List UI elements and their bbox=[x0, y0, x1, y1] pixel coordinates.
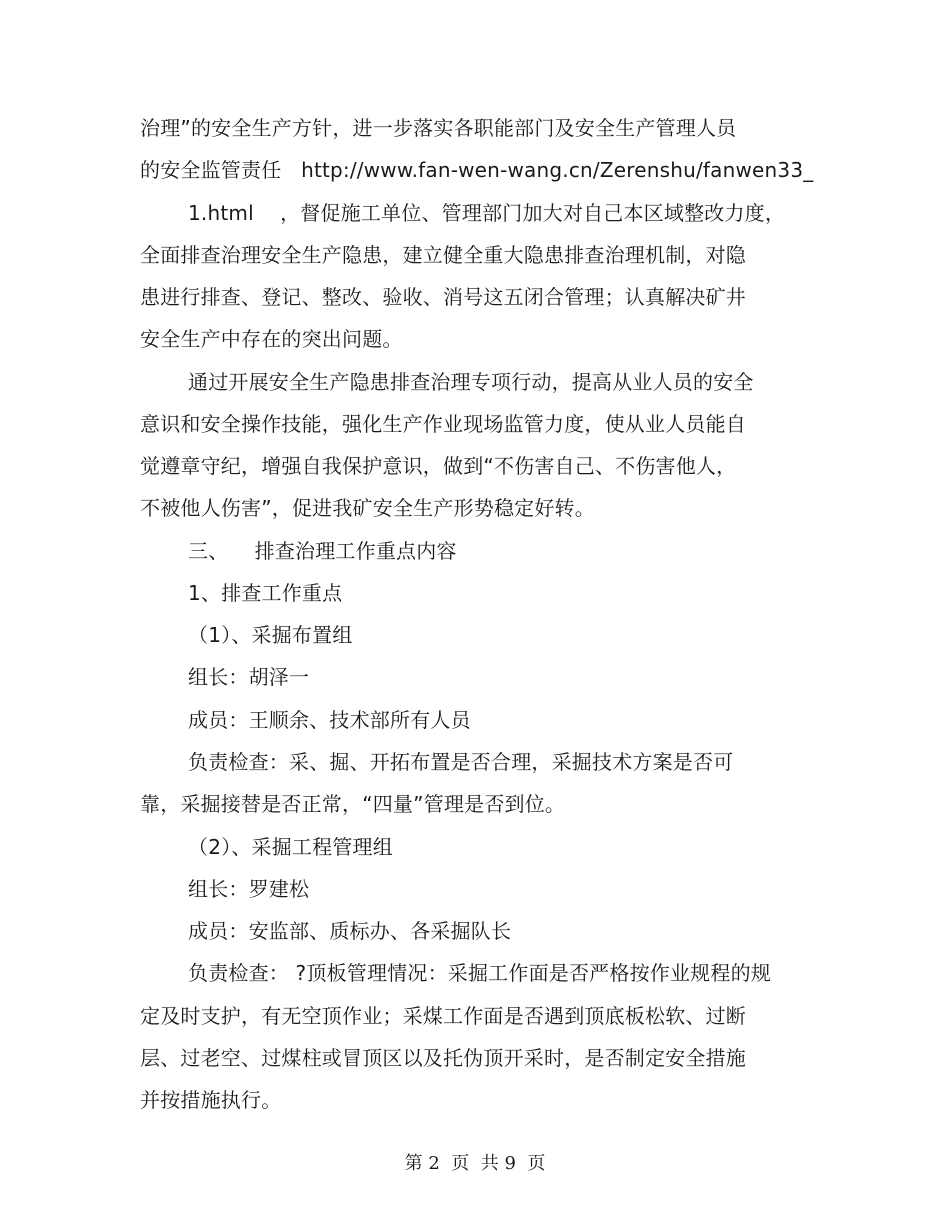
paragraph-line: 层、过老空、过煤柱或冒顶区以及托伪顶开采时，是否制定安全措施 bbox=[140, 1046, 746, 1070]
paragraph-line: 负责检查：采、掘、开拓布置是否合理，采掘技术方案是否可 bbox=[188, 750, 734, 774]
paragraph-line: 患进行排查、登记、整改、验收、消号这五闭合管理；认真解决矿井 bbox=[140, 285, 746, 309]
paragraph-line: 的安全监管责任 http://www.fan-wen-wang.cn/Zerenshu/fanwen33_ bbox=[140, 158, 814, 182]
group-heading: （1）、采掘布置组 bbox=[188, 623, 353, 647]
paragraph-line: 并按措施执行。 bbox=[140, 1088, 282, 1112]
paragraph-line: 安全生产中存在的突出问题。 bbox=[140, 327, 403, 351]
paragraph-line: 觉遵章守纪，增强自我保护意识，做到“不伤害自己、不伤害他人， bbox=[140, 454, 737, 478]
paragraph-line: 意识和安全操作技能，强化生产作业现场监管力度，使从业人员能自 bbox=[140, 412, 746, 436]
paragraph-line: 定及时支护，有无空顶作业；采煤工作面是否遇到顶底板松软、过断 bbox=[140, 1004, 746, 1028]
paragraph-line: 组长：胡泽一 bbox=[188, 665, 310, 689]
page-number-footer: 第 2 页 共 9 页 bbox=[404, 1153, 546, 1174]
paragraph-line: 成员：王顺余、技术部所有人员 bbox=[188, 708, 471, 732]
paragraph-line: 成员：安监部、质标办、各采掘队长 bbox=[188, 919, 512, 943]
subsection-heading: 1、排查工作重点 bbox=[188, 581, 343, 605]
group-heading: （2）、采掘工程管理组 bbox=[188, 835, 393, 859]
section-heading: 三、 排查治理工作重点内容 bbox=[188, 539, 457, 563]
paragraph-line: 靠，采掘接替是否正常，“四量”管理是否到位。 bbox=[140, 792, 566, 816]
paragraph-line: 全面排查治理安全生产隐患，建立健全重大隐患排查治理机制，对隐 bbox=[140, 243, 746, 267]
paragraph-line: 治理”的安全生产方针，进一步落实各职能部门及安全生产管理人员 bbox=[140, 116, 737, 140]
paragraph-line: 1.html ，督促施工单位、管理部门加大对自己本区域整改力度， bbox=[188, 201, 786, 225]
paragraph-line: 负责检查： ?顶板管理情况：采掘工作面是否严格按作业规程的规 bbox=[188, 961, 771, 985]
paragraph-line: 通过开展安全生产隐患排查治理专项行动，提高从业人员的安全 bbox=[188, 370, 754, 394]
paragraph-line: 不被他人伤害”，促进我矿安全生产形势稳定好转。 bbox=[140, 496, 595, 520]
paragraph-line: 组长：罗建松 bbox=[188, 877, 310, 901]
